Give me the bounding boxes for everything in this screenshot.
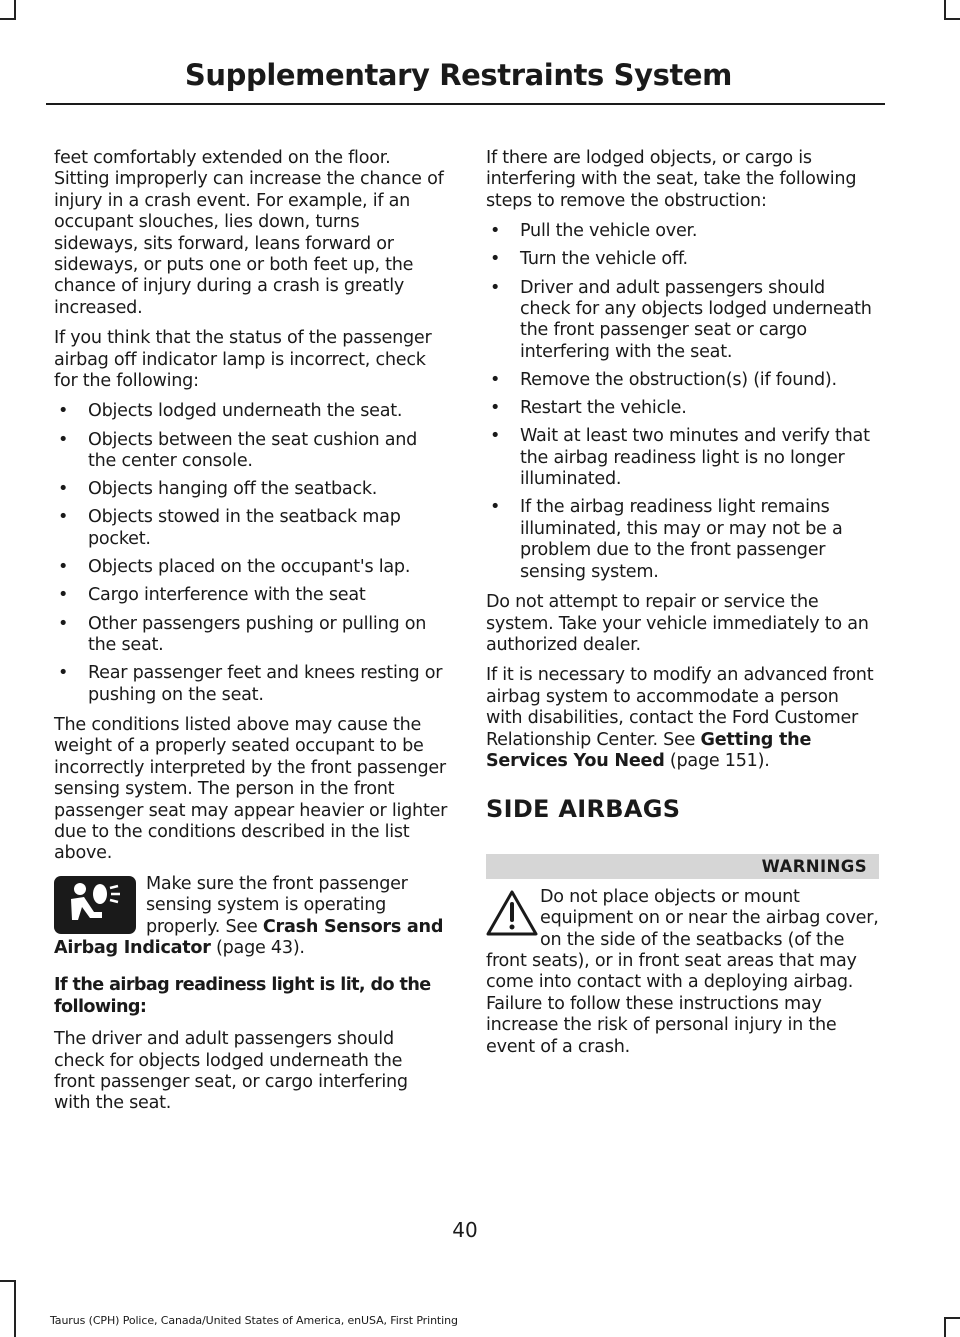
- crop-mark: [0, 1280, 16, 1282]
- list-item: • Rear passenger feet and knees resting or pushing on the seat.: [54, 663, 448, 706]
- list-item: • Restart the vehicle.: [486, 398, 879, 419]
- list-item: • If the airbag readiness light remains illuminated, this may or may not be a problem due to the front passenger sensing system.: [486, 497, 879, 583]
- warning-box: [486, 887, 879, 1058]
- page-number: 40: [452, 1218, 478, 1242]
- header-rule: [46, 103, 885, 105]
- page-reference: (page 151).: [664, 750, 770, 771]
- crop-mark: [0, 18, 16, 20]
- paragraph: Do not attempt to repair or service the system. Take your vehicle immediately to an authorized dealer.: [486, 592, 869, 655]
- list-item: • Pull the vehicle over.: [486, 221, 879, 242]
- crop-mark: [944, 1317, 960, 1319]
- paragraph: The driver and adult passengers should check for objects lodged underneath the front passenger seat, or cargo interfering with the seat.: [54, 1029, 408, 1114]
- page-reference: (page 43).: [210, 937, 305, 958]
- services-link[interactable]: Getting the Services You Need: [486, 729, 812, 771]
- list-item: • Other passengers pushing or pulling on the seat.: [54, 614, 448, 657]
- airbag-icon: [54, 876, 136, 934]
- list-item: • Objects lodged underneath the seat.: [54, 401, 448, 422]
- paragraph: If you think that the status of the passenger airbag off indicator lamp is incorrect, check for the following:: [54, 328, 432, 392]
- paragraph: The conditions listed above may cause the weight of a properly seated occupant to be incorrectly interpreted by the front passenger sensing system. The person in the front passenger seat may appear heavier or lighter due to the conditions described in the list above.: [54, 714, 448, 864]
- checklist: [54, 401, 448, 705]
- right-column: [486, 148, 879, 1067]
- paragraph: If there are lodged objects, or cargo is interfering with the seat, take the following steps to remove the obstruction:: [486, 148, 857, 211]
- left-column: [54, 148, 448, 1124]
- paragraph: feet comfortably extended on the floor. Sitting improperly can increase the chance of injury in a crash event. For example, if an occupant slouches, lies down, turns sideways, sits forward, leans forward or sideways, or puts one or both feet up, the chance of injury during a crash is greatly increased.: [54, 148, 444, 318]
- crop-mark: [944, 18, 960, 20]
- list-item: • Remove the obstruction(s) (if found).: [486, 370, 879, 391]
- footer-text: Taurus (CPH) Police, Canada/United States of America, enUSA, First Printing: [50, 1314, 458, 1327]
- list-item: • Turn the vehicle off.: [486, 249, 879, 270]
- page-header-title: Supplementary Restraints System: [184, 58, 732, 92]
- list-item: • Objects hanging off the seatback.: [54, 479, 448, 500]
- subheading: If the airbag readiness light is lit, do the following:: [54, 975, 431, 1017]
- list-item: • Wait at least two minutes and verify that the airbag readiness light is no longer illuminated.: [486, 426, 879, 490]
- paragraph-text: If it is necessary to modify an advanced front airbag system to accommodate a person with disabilities, contact the Ford Customer Relationship Center. See: [486, 665, 874, 750]
- list-item: • Cargo interference with the seat: [54, 585, 448, 606]
- icon-paragraph-text: Make sure the front passenger sensing system is operating properly. See: [146, 873, 408, 937]
- list-item: • Objects placed on the occupant's lap.: [54, 557, 448, 578]
- warning-text: Do not place objects or mount equipment on or near the airbag cover, on the side of the seatbacks (of the front seats), or in front seat areas that may come into contact with a deploying airbag. Failure to follow these instructions may increase the risk of personal injury in the event of a crash.: [486, 886, 879, 1057]
- warning-triangle-icon: [486, 889, 538, 937]
- icon-paragraph: [54, 874, 448, 960]
- warnings-label: WARNINGS: [486, 854, 879, 879]
- section-heading: SIDE AIRBAGS: [486, 795, 681, 824]
- list-item: • Driver and adult passengers should check for any objects lodged underneath the front passenger seat or cargo interfering with the seat.: [486, 278, 879, 364]
- crop-mark: [14, 1280, 16, 1337]
- crop-mark: [944, 1317, 946, 1337]
- crash-sensors-link[interactable]: Crash Sensors and Airbag Indicator: [54, 916, 444, 958]
- crop-mark: [944, 0, 946, 20]
- list-item: • Objects stowed in the seatback map pocket.: [54, 507, 448, 550]
- crop-mark: [14, 0, 16, 20]
- list-item: • Objects between the seat cushion and the center console.: [54, 430, 448, 473]
- steps-list: [486, 221, 879, 583]
- paragraph: [486, 665, 879, 772]
